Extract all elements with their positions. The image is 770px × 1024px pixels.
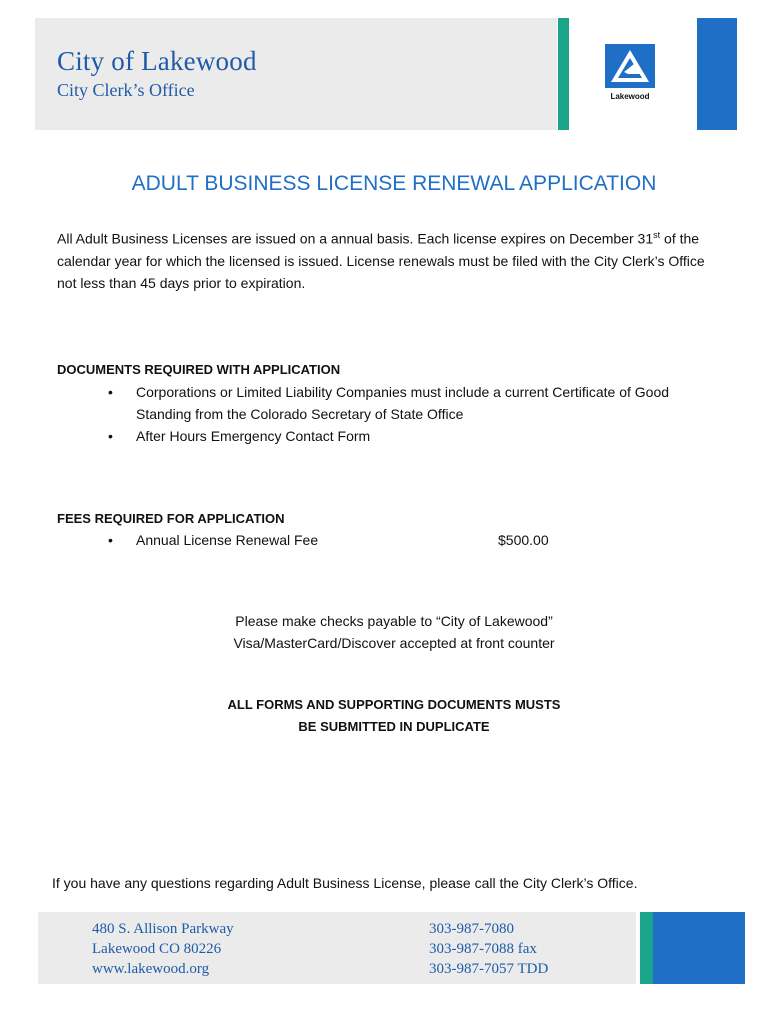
footer-phone-tdd: 303-987-7057 TDD [429,961,549,977]
documents-heading: DOCUMENTS REQUIRED WITH APPLICATION [57,362,341,377]
list-item [108,425,688,447]
footer-phone-main: 303-987-7080 [429,921,514,937]
duplicate-note [0,694,770,738]
payment-line-2: Visa/MasterCard/Discover accepted at front counter [233,635,555,651]
list-item-text: After Hours Emergency Contact Form [136,428,371,444]
bullet-icon: • [108,532,113,548]
footer-phone-fax: 303-987-7088 fax [429,941,537,957]
footer-address-city: Lakewood CO 80226 [92,941,222,957]
header-accent-green [558,18,569,130]
fees-heading: FEES REQUIRED FOR APPLICATION [57,511,285,526]
fee-amount: $500.00 [498,532,549,548]
list-item [108,381,688,425]
duplicate-line-2: BE SUBMITTED IN DUPLICATE [298,719,490,734]
bullet-icon: • [108,384,113,400]
logo-label: Lakewood [610,92,650,101]
header-accent-blue [697,18,737,130]
page-title: ADULT BUSINESS LICENSE RENEWAL APPLICATION [131,172,657,195]
contact-note: If you have any questions regarding Adult Business License, please call the City Clerk’s Office. [52,875,638,891]
bullet-icon: • [108,428,113,444]
list-item-text: Corporations or Limited Liability Companies must include a current Certificate of Good Standing from the Colorado Secretary of State Office [136,384,670,422]
fee-name: Annual License Renewal Fee [136,532,319,548]
footer-website[interactable]: www.lakewood.org [92,961,210,977]
org-title: City of Lakewood [57,46,257,76]
footer-phones [429,919,548,979]
intro-text-1: All Adult Business Licenses are issued on a annual basis. Each license expires on December 31 [57,230,654,247]
intro-paragraph [57,224,717,294]
footer-address [92,919,234,979]
duplicate-line-1: ALL FORMS AND SUPPORTING DOCUMENTS MUSTS [227,697,561,712]
payment-line-1: Please make checks payable to “City of Lakewood” [235,613,553,629]
footer-accent-blue [653,912,745,984]
org-subtitle: City Clerk’s Office [57,80,195,100]
intro-text-2: of the calendar year for which the licensed is issued. License renewals must be filed with the City Clerk’s Office not less than 45 days prior to expiration. [57,230,705,291]
documents-list [108,381,688,447]
intro-sup: st [653,230,661,240]
footer-address-street: 480 S. Allison Parkway [92,921,234,937]
payment-note [0,610,770,654]
footer-accent-green [640,912,653,984]
